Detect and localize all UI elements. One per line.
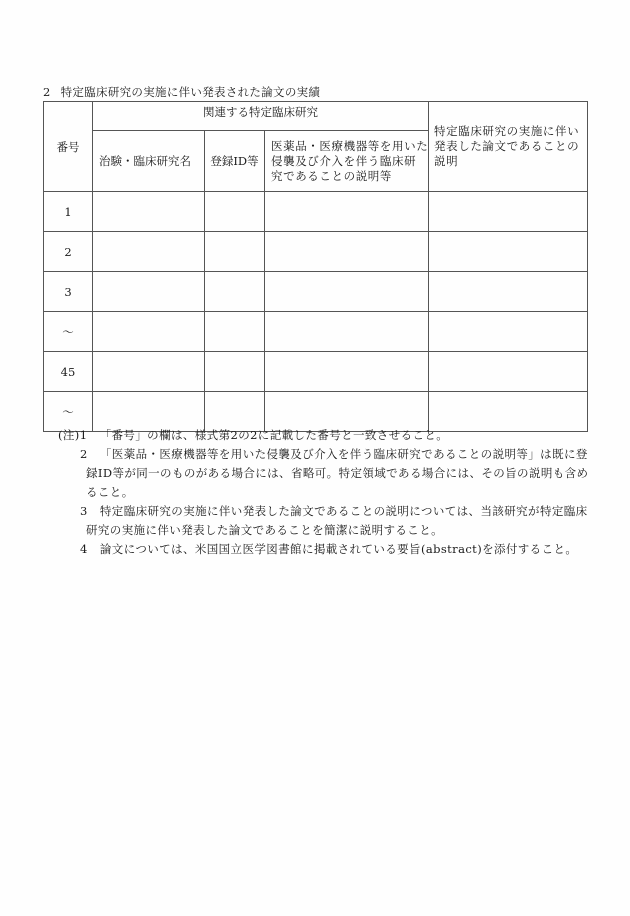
section-heading	[43, 84, 320, 100]
row-number: 3	[44, 272, 93, 312]
registration-id-cell[interactable]	[205, 272, 265, 312]
note-item-3-cont: 研究の実施に伴い発表した論文であることを簡潔に説明すること。	[86, 523, 443, 537]
note-text: 「番号」の欄は、様式第2の2に記載した番号と一致させること。	[99, 428, 449, 442]
header-line: 侵襲及び介入を伴う臨床研	[271, 153, 417, 168]
note-number: 1	[79, 428, 88, 442]
header-registration-id: 登録ID等	[205, 131, 265, 192]
paper-explanation-cell[interactable]	[429, 272, 588, 312]
paper-explanation-cell[interactable]	[429, 352, 588, 392]
trial-name-cell[interactable]	[93, 192, 205, 232]
registration-id-cell[interactable]	[205, 312, 265, 352]
table-header-row-1	[44, 102, 588, 131]
table-row	[44, 192, 588, 232]
section-title-text: 特定臨床研究の実施に伴い発表された論文の実績	[60, 85, 321, 99]
description-cell[interactable]	[265, 272, 429, 312]
description-cell[interactable]	[265, 312, 429, 352]
row-number: 2	[44, 232, 93, 272]
header-description	[265, 131, 429, 192]
note-text: 特定臨床研究の実施に伴い発表した論文であることの説明については、当該研究が特定臨床	[99, 504, 588, 518]
registration-id-cell[interactable]	[205, 192, 265, 232]
header-line: 特定臨床研究の実施に伴い	[434, 124, 580, 138]
table-row	[44, 272, 588, 312]
trial-name-cell[interactable]	[93, 352, 205, 392]
trial-name-cell[interactable]	[93, 232, 205, 272]
note-item-1	[58, 426, 590, 445]
table-row	[44, 352, 588, 392]
description-cell[interactable]	[265, 192, 429, 232]
header-line: 医薬品・医療機器等を用いた	[271, 138, 429, 153]
row-number: ～	[44, 312, 93, 352]
header-line: 説明	[434, 154, 459, 168]
row-number: ～	[44, 392, 93, 432]
registration-id-cell[interactable]	[205, 352, 265, 392]
header-paper-explanation	[429, 102, 588, 192]
header-line: 発表した論文であることの	[434, 139, 580, 153]
header-number: 番号	[44, 102, 93, 192]
note-number: 2	[80, 447, 88, 461]
note-item-2-cont: 録ID等が同一のものがある場合には、省略可。特定領域である場合には、その旨の説明も含め	[86, 466, 589, 480]
note-number: 3	[80, 504, 88, 518]
note-item-3	[58, 502, 590, 521]
header-line: 究であることの説明等	[271, 168, 392, 183]
section-number: 2	[43, 85, 51, 99]
note-text: 「医薬品・医療機器等を用いた侵襲及び介入を伴う臨床研究であることの説明等」は既に登	[99, 447, 588, 461]
header-trial-name: 治験・臨床研究名	[93, 131, 205, 192]
paper-explanation-cell[interactable]	[429, 192, 588, 232]
table-row	[44, 312, 588, 352]
registration-id-cell[interactable]	[205, 232, 265, 272]
note-text: 論文については、米国国立医学図書館に掲載されている要旨(abstract)を添付すること。	[99, 542, 578, 556]
row-number: 45	[44, 352, 93, 392]
trial-name-cell[interactable]	[93, 312, 205, 352]
notes-section	[58, 426, 590, 559]
description-cell[interactable]	[265, 352, 429, 392]
table-row	[44, 232, 588, 272]
header-related-clinical-research: 関連する特定臨床研究	[93, 102, 429, 131]
trial-name-cell[interactable]	[93, 272, 205, 312]
description-cell[interactable]	[265, 232, 429, 272]
notes-prefix: (注)	[58, 428, 80, 442]
note-number: 4	[80, 542, 88, 556]
note-item-2	[58, 445, 590, 464]
note-item-4	[58, 540, 590, 559]
papers-table	[43, 101, 588, 432]
paper-explanation-cell[interactable]	[429, 312, 588, 352]
paper-explanation-cell[interactable]	[429, 232, 588, 272]
row-number: 1	[44, 192, 93, 232]
note-item-2-cont: ること。	[86, 485, 134, 499]
